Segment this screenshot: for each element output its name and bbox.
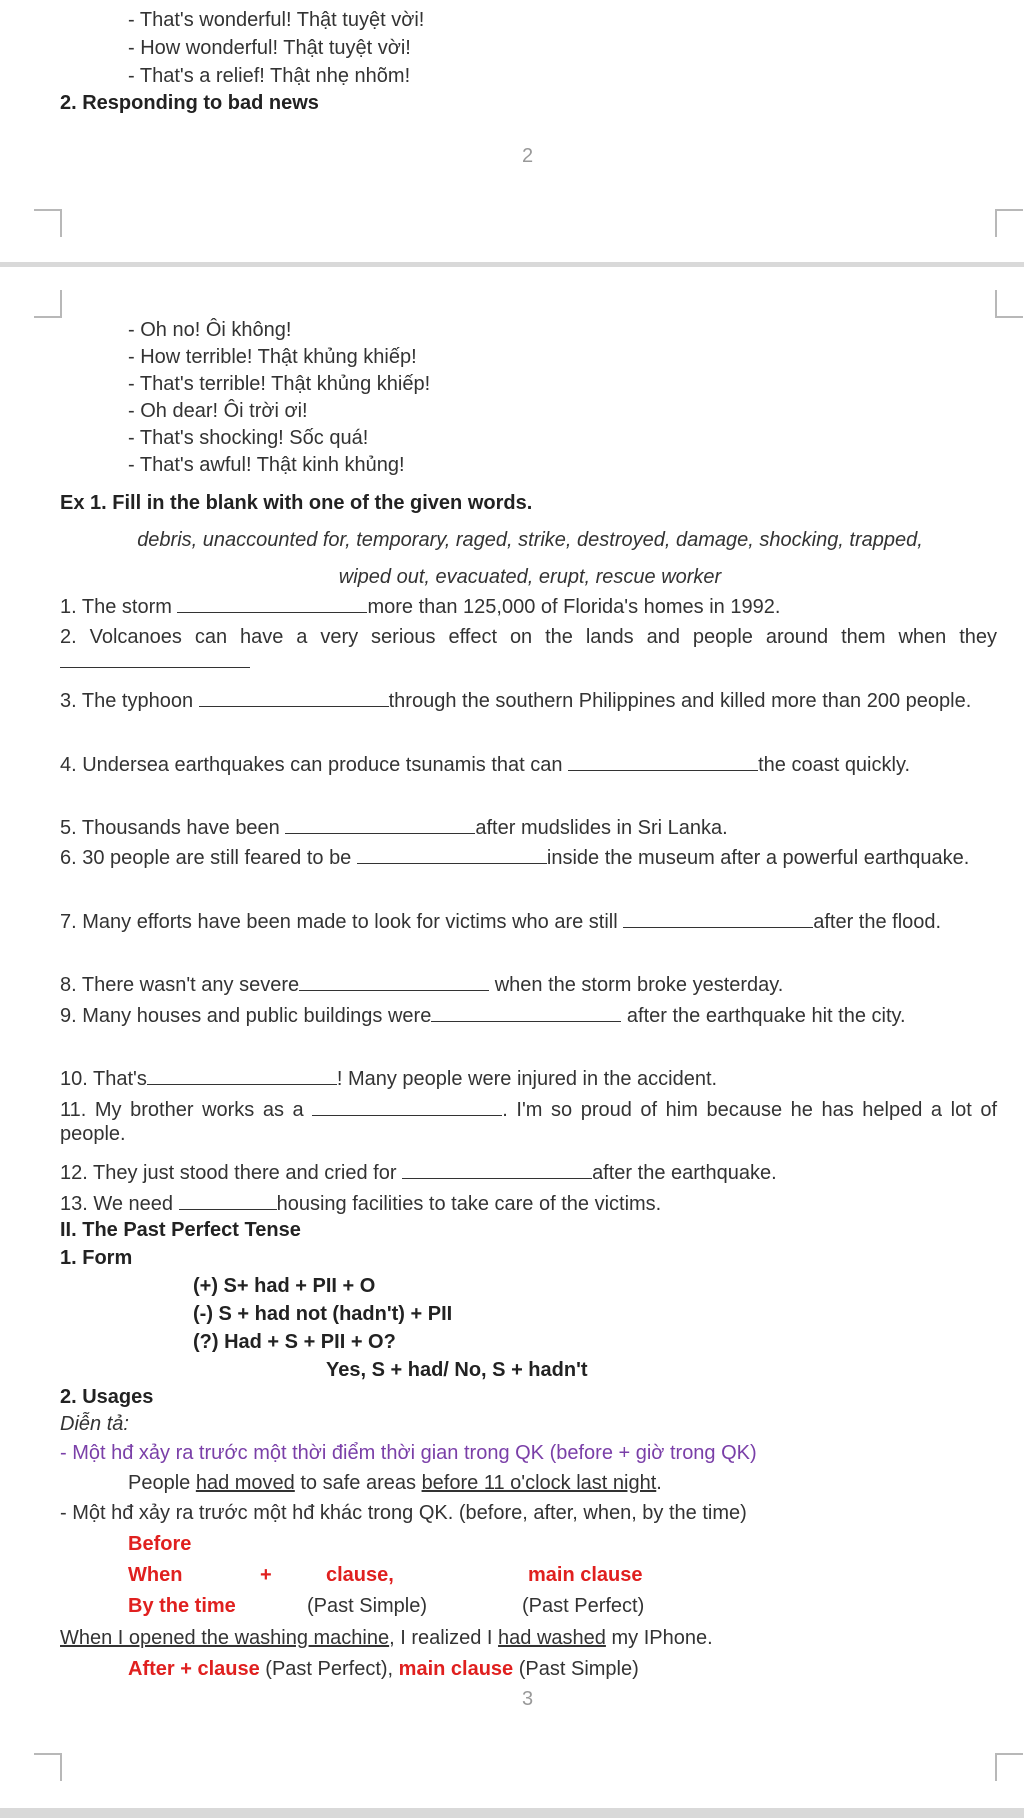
exercise-title: Ex 1. Fill in the blank with one of the given words. [60,492,533,514]
form-short-answer: Yes, S + had/ No, S + hadn't [326,1359,588,1381]
answer-blank[interactable] [177,594,367,613]
answer-blank[interactable] [357,845,547,864]
question-3: 3. The typhoon through the southern Philippines and killed more than 200 people. [60,690,972,712]
bullet-line: - That's terrible! Thật khủng khiếp! [128,373,431,395]
margin-corner-icon [995,209,1023,237]
question-4: 4. Undersea earthquakes can produce tsunamis that can the coast quickly. [60,754,911,776]
answer-blank[interactable] [623,909,813,928]
page-number: 2 [522,145,534,167]
answer-blank[interactable] [299,972,489,991]
after-rule: After + clause (Past Perfect), main clause (Past Simple) [128,1658,639,1680]
word-bank: wiped out, evacuated, erupt, rescue worker [338,566,722,588]
question-7: 7. Many efforts have been made to look for victims who are still after the flood. [60,911,942,933]
word-bank: debris, unaccounted for, temporary, raged, strike, destroyed, damage, shocking, trapped, [137,529,923,551]
bullet-line: - Oh dear! Ôi trời ơi! [128,400,308,422]
form-negative: (-) S + had not (hadn't) + PII [193,1303,453,1325]
bullet-line: - Oh no! Ôi không! [128,319,292,341]
answer-blank[interactable] [199,688,389,707]
usage-intro: Diễn tả: [60,1413,129,1435]
margin-corner-icon [34,1753,62,1781]
usage-1: - Một hđ xảy ra trước một thời điểm thời gian trong QK (before + giờ trong QK) [60,1442,757,1464]
question-8: 8. There wasn't any severe when the storm broke yesterday. [60,974,784,996]
question-11: 11. My brother works as a . I'm so proud of him because he has helped a lot of people. [60,1099,997,1145]
conj-by-the-time: By the time [128,1595,236,1617]
page-number: 3 [522,1688,534,1710]
answer-blank[interactable] [431,1003,621,1022]
bullet-line: - How wonderful! Thật tuyệt vời! [128,37,411,59]
answer-blank[interactable] [179,1191,277,1210]
example-2: When I opened the washing machine, I realized I had washed my IPhone. [60,1627,713,1649]
page-1 [0,0,1024,262]
question-12: 12. They just stood there and cried for after the earthquake. [60,1162,777,1184]
answer-blank[interactable] [402,1160,592,1179]
past-perfect-label: (Past Perfect) [522,1595,645,1617]
margin-corner-icon [995,290,1023,318]
question-5: 5. Thousands have been after mudslides in Sri Lanka. [60,817,728,839]
clause-label: clause, [326,1564,394,1586]
form-question: (?) Had + S + PII + O? [193,1331,396,1353]
form-affirmative: (+) S+ had + PII + O [193,1275,376,1297]
margin-corner-icon [995,1753,1023,1781]
margin-corner-icon [34,290,62,318]
question-13: 13. We need housing facilities to take care of the victims. [60,1193,662,1215]
bullet-line: - That's shocking! Sốc quá! [128,427,369,449]
bullet-line: - That's awful! Thật kinh khủng! [128,454,405,476]
answer-blank[interactable] [60,649,250,668]
answer-blank[interactable] [312,1097,502,1116]
usage-2: - Một hđ xảy ra trước một hđ khác trong QK. (before, after, when, by the time) [60,1502,747,1524]
section-title: II. The Past Perfect Tense [60,1219,301,1241]
bullet-line: - That's wonderful! Thật tuyệt vời! [128,9,425,31]
main-clause-label: main clause [528,1564,643,1586]
form-title: 1. Form [60,1247,133,1269]
bullet-line: - How terrible! Thật khủng khiếp! [128,346,417,368]
conj-before: Before [128,1533,192,1555]
question-2: 2. Volcanoes can have a very serious effect on the lands and people around them when they [60,625,997,674]
question-10: 10. That's ! Many people were injured in the accident. [60,1068,718,1090]
answer-blank[interactable] [568,752,758,771]
answer-blank[interactable] [147,1066,337,1085]
section-heading: 2. Responding to bad news [60,92,319,114]
bullet-line: - That's a relief! Thật nhẹ nhõm! [128,65,411,87]
example-1: People had moved to safe areas before 11 o'clock last night. [128,1472,662,1494]
question-6: 6. 30 people are still feared to be inside the museum after a powerful earthquake. [60,847,970,869]
margin-corner-icon [34,209,62,237]
usage-title: 2. Usages [60,1386,154,1408]
page-separator [0,1808,1024,1818]
plus-sign: + [260,1564,272,1586]
answer-blank[interactable] [285,815,475,834]
conj-when: When [128,1564,183,1586]
question-1: 1. The storm more than 125,000 of Florida's homes in 1992. [60,596,781,618]
past-simple-label: (Past Simple) [307,1595,428,1617]
question-9: 9. Many houses and public buildings were after the earthquake hit the city. [60,1005,906,1027]
